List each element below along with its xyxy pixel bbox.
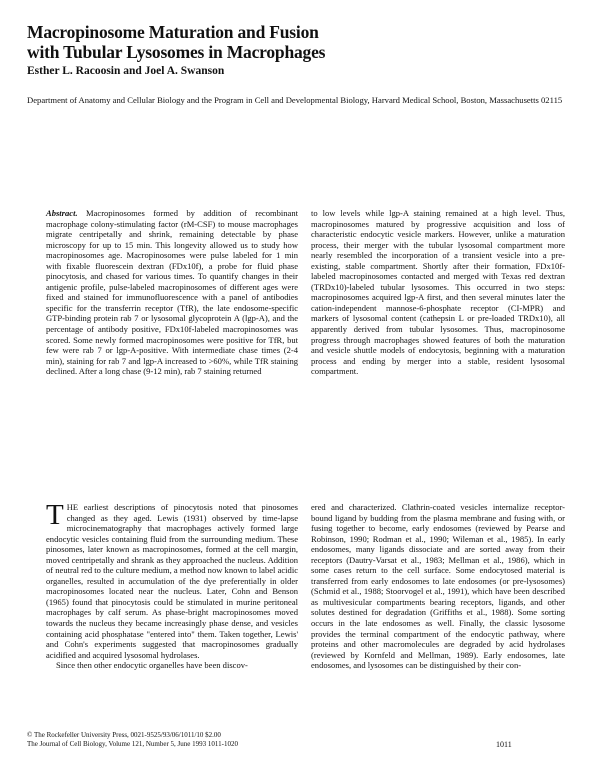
page-number: 1011 [496, 740, 512, 749]
intro-paragraph-1 [46, 499, 298, 660]
abstract-label: Abstract. [46, 208, 78, 218]
paper-title [27, 22, 427, 62]
body-paragraph-right: ered and characterized. Clathrin-coated vesicles internalize receptor-bound ligand by budding from the plasma membrane and fusing with, or fusing together to become, early endosomes (reviewed by Pearse and Robinson, 1990; Rodman et al., 1990; Wileman et al., 1985). In early endosomes, many ligands dissociate and are sorted away from their receptors (Dautry-Varsat et al., 1983; Mellman et al., 1986), which in some cases return to the cell surface. Some endocytosed material is transferred from early endosomes to late endosomes (or pre-lysosomes) (Schmid et al., 1988; Stoorvogel et al., 1991), which have been described as multivesicular compartments bearing receptors, ligands, and other solutes destined for degradation (Griffiths et al., 1988). Some sorting occurs in the late endosomes as well. Finally, the classic lysosome provides the terminal compartment of the endocytic pathway, where proteins and other macromolecules are degraded by acid hydrolases (reviewed by Kornfeld and Mellman, 1989). Early endosomes, late endosomes, and lysosomes can be distinguished by their con- [311, 502, 565, 671]
drop-cap: T [46, 499, 64, 531]
affiliation: Department of Anatomy and Cellular Biology and the Program in Cell and Developmental Biology, Harvard Medical School, Boston, Massachusetts 02115 [27, 95, 563, 105]
abstract-left-column [46, 208, 298, 377]
abstract-right-column [311, 208, 565, 377]
journal-citation: The Journal of Cell Biology, Volume 121, Number 5, June 1993 1011-1020 [27, 740, 238, 748]
abstract-text-left: Macropinosomes formed by addition of recombinant macrophage colony-stimulating factor (rM-CSF) to mouse macrophages migrate centripetally and shrink, remaining detectable by phase microscopy for up to 15 min. This longevity allowed us to study how macropinosomes age. Macropinosomes were pulse labeled for 1 min with fixable fluorescein dextran (FDx10f), a probe for fluid phase pinocytosis, and chased for various times. To quantify changes in their antigenic profile, pulse-labeled macropinosomes of different ages were fixed and stained for immunofluorescence with a panel of antibodies specific for the transferrin receptor (TfR), the late endosome-specific GTP-binding protein rab 7 or lysosomal glycoprotein A (lgp-A), and the percentage of antibody positive, FDx10f-labeled macropinosomes was scored. Some newly formed macropinosomes were positive for TfR, but few were rab 7 or lgp-A-positive. With intermediate chase times (2-4 min), staining for rab 7 and lgp-A increased to >60%, while TfR staining declined. After a long chase (9-12 min), rab 7 staining returned [46, 208, 298, 377]
abstract-text-right: to low levels while lgp-A staining remained at a high level. Thus, macropinosomes matured by progressive acquisition and loss of characteristic endocytic vesicle markers. However, unlike a maturation process, their merger with the tubular lysosomal compartment more nearly resembled the incorporation of a transient vesicle into a pre-existing, stable compartment. Shortly after their formation, FDx10f-labeled macropinosomes contacted and merged with Texas red dextran (TRDx10)-labeled tubular lysosomes. This occurred in two steps: macropinosomes acquired lgp-A first, and then several minutes later the cation-independent mannose-6-phosphate receptor (CI-MPR) and markers of lysosomal content (cathepsin L or pre-loaded TRDx10), all apparently derived from tubular lysosomes. Thus, macropinosome progress through macrophages showed features of both the maturation and vesicle shuttle models of endocytosis, beginning with a maturation process and ending by merger into a stable, resident lysosomal compartment. [311, 208, 565, 377]
copyright-footer [27, 731, 477, 749]
intro-paragraph-2: Since then other endocytic organelles have been discov- [56, 660, 248, 671]
body-right-column [311, 502, 565, 671]
title-line-2: with Tubular Lysosomes in Macrophages [27, 42, 326, 62]
title-line-1: Macropinosome Maturation and Fusion [27, 22, 319, 42]
body-left-column [46, 499, 298, 671]
authors: Esther L. Racoosin and Joel A. Swanson [27, 65, 225, 77]
intro-text: HE earliest descriptions of pinocytosis noted that pinosomes changed as they aged. Lewis (1931) observed by time-lapse microcinematography that macrophages actively formed large endocytic vesicles containing fluid from the surrounding medium. These pinosomes, later known as macropinosomes, formed at the cell margin, moved centripetally and shrank as they approached the nucleus. Addition of neutral red to the culture medium, a method now known to label acidic organelles, resulted in accumulation of the dye preferentially in older macropinosomes located near the nucleus. Later, Cohn and Benson (1965) found that pinocytosis could be stimulated in murine peritoneal macrophages by calf serum. As phase-bright macropinosomes moved towards the nucleus they became increasingly phase dense, and vesicles containing acid phosphatase "entered into" them. Taken together, Lewis' and Cohn's experiments suggested that macropinosomes gradually acidified and acquired lysosomal hydrolases. [46, 502, 298, 660]
copyright-line: © The Rockefeller University Press, 0021-9525/93/06/1011/10 $2.00 [27, 731, 221, 739]
